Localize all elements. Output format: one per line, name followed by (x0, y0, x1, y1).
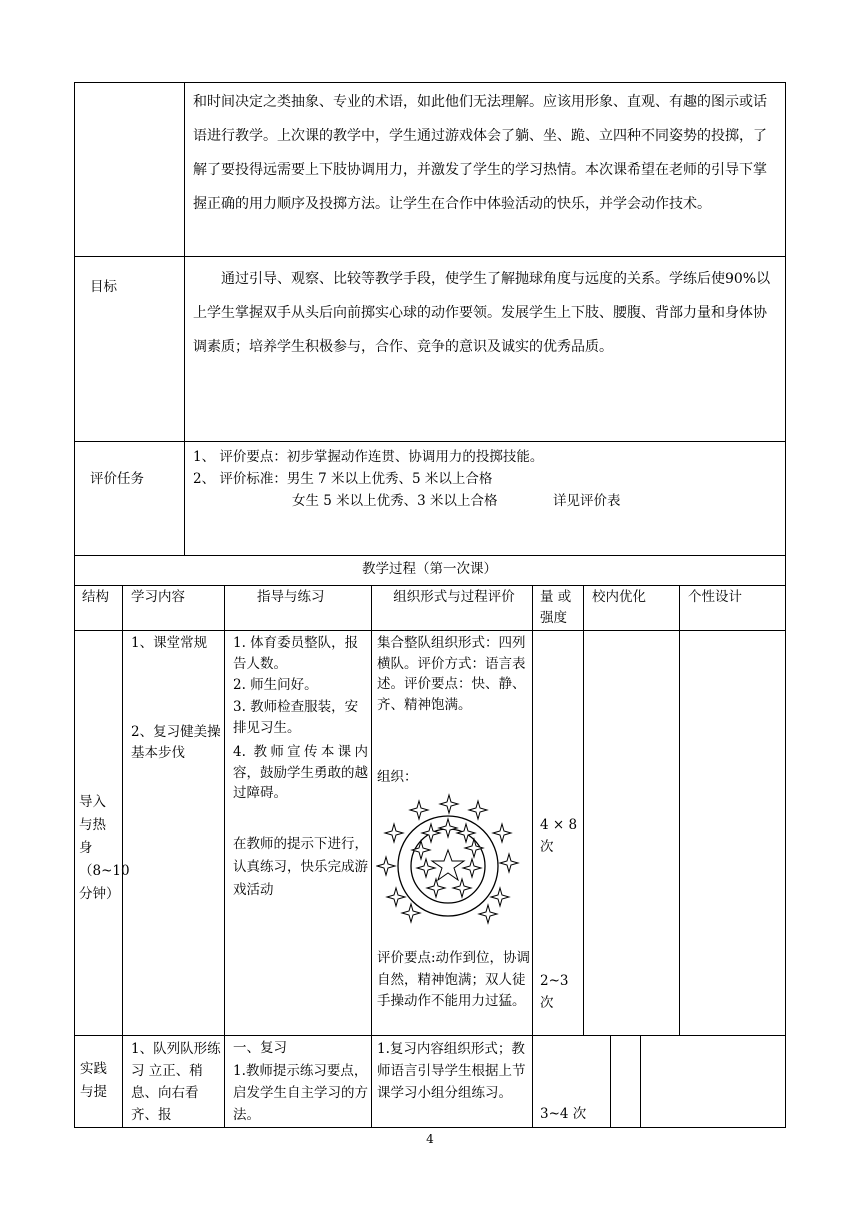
col-divider-4 (532, 585, 533, 1035)
rule-after-header (74, 630, 785, 631)
header-content: 学习内容 (131, 589, 185, 605)
row2-divider-c (640, 1035, 641, 1128)
row1-content-2: 2、复习健美操基本步伐 (131, 724, 221, 761)
row1-amount-1: 4 × 8 次 (540, 817, 578, 855)
rule-after-row1 (74, 1035, 785, 1036)
eval-line-2: 2、 评价标准：男生 7 米以上优秀、5 米以上合格 (193, 471, 493, 487)
row1-structure: 导入与热身（8~10分钟） (79, 794, 130, 902)
eval-line-1: 1、 评价要点：初步掌握动作连贯、协调用力的投掷技能。 (193, 449, 544, 465)
upper-divider (184, 82, 185, 555)
row1-amount-2: 2~3 次 (540, 973, 569, 1011)
formation-diagram (376, 788, 532, 938)
row1-guide-4: 4. 教师宣传本课内容，鼓励学生勇敢的越过障碍。 (233, 744, 368, 801)
col-divider-3 (371, 585, 372, 1128)
header-structure: 结构 (82, 589, 109, 605)
top-border (74, 82, 785, 83)
header-guide: 指导与练习 (257, 589, 325, 605)
col-divider-6 (679, 585, 680, 1035)
row2-organization: 1.复习内容组织形式；教师语言引导学生根据上节课学习小组分组练习。 (377, 1041, 526, 1101)
lower-left-border (74, 585, 75, 1128)
process-title: 教学过程（第一次课） (362, 561, 497, 577)
row1-guide-1: 1. 体育委员整队，报告人数。 (233, 635, 359, 672)
row1-org-label: 组织： (377, 769, 418, 785)
lower-right-border (785, 585, 786, 1128)
col-divider-1 (122, 585, 123, 1128)
upper-left-border (74, 82, 75, 555)
header-amount: 量 或强度 (540, 589, 572, 626)
row2-content: 1、队列队形练习 立正、稍息、向右看齐、报 (131, 1041, 221, 1123)
col-divider-2 (224, 585, 225, 1128)
row1-org-top: 集合整队组织形式：四列横队。评价方式：语言表述。评价要点：快、静、齐、精神饱满。 (377, 635, 526, 713)
row2-guide-title: 一、复习 (233, 1040, 287, 1056)
rule-after-eval (74, 555, 785, 556)
row1-guide-extra: 在教师的提示下进行，认真练习，快乐完成游戏活动 (233, 836, 368, 898)
row2-structure: 实践与提 (80, 1061, 107, 1100)
page-number: 4 (426, 1132, 434, 1146)
row1-org-bottom: 评价要点:动作到位，协调自然，精神饱满；双人徒手操动作不能用力过猛。 (377, 950, 531, 1009)
header-personal: 个性设计 (688, 589, 742, 605)
row1-guide-2: 2. 师生问好。 (233, 677, 318, 693)
bottom-border (74, 1127, 785, 1128)
upper-right-border (785, 82, 786, 585)
row2-divider-b (610, 1035, 611, 1128)
header-optimization: 校内优化 (592, 589, 646, 605)
row2-divider-a (532, 1035, 533, 1128)
eval-label: 评价任务 (90, 471, 144, 487)
row2-guide: 1.教师提示练习要点，启发学生自主学习的方法。 (233, 1063, 368, 1123)
row1-guide-3: 3. 教师检查服装，安排见习生。 (233, 699, 359, 736)
goal-label: 目标 (90, 279, 117, 295)
col-divider-5 (583, 585, 584, 1035)
rule-after-intro (74, 256, 785, 257)
rule-after-goal (74, 441, 785, 442)
goal-text: 通过引导、观察、比较等教学手段，使学生了解抛球角度与远度的关系。学练后使90%以上学生掌握双手从头后向前掷实心球的动作要领。发展学生上下肢、腰腹、背部力量和身体协调素质；培养学生积极参与，合作、竞争的意识及诚实的优秀品质。 (193, 271, 771, 355)
eval-line-3: 女生 5 米以上优秀、3 米以上合格 (292, 493, 498, 509)
header-organization: 组织形式与过程评价 (393, 589, 515, 605)
row1-content-1: 1、课堂常规 (131, 635, 208, 651)
intro-paragraph: 和时间决定之类抽象、专业的术语，如此他们无法理解。应该用形象、直观、有趣的图示或话语进行教学。上次课的教学中，学生通过游戏体会了躺、坐、跪、立四种不同姿势的投掷，了解了要投得远需要上下肢协调用力，并激发了学生的学习热情。本次课希望在老师的引导下掌握正确的用力顺序及投掷方法。让学生在合作中体验活动的快乐，并学会动作技术。 (193, 94, 767, 212)
eval-line-3-note: 详见评价表 (553, 493, 621, 509)
row2-amount: 3~4 次 (540, 1106, 587, 1122)
center-star-icon (432, 850, 464, 880)
